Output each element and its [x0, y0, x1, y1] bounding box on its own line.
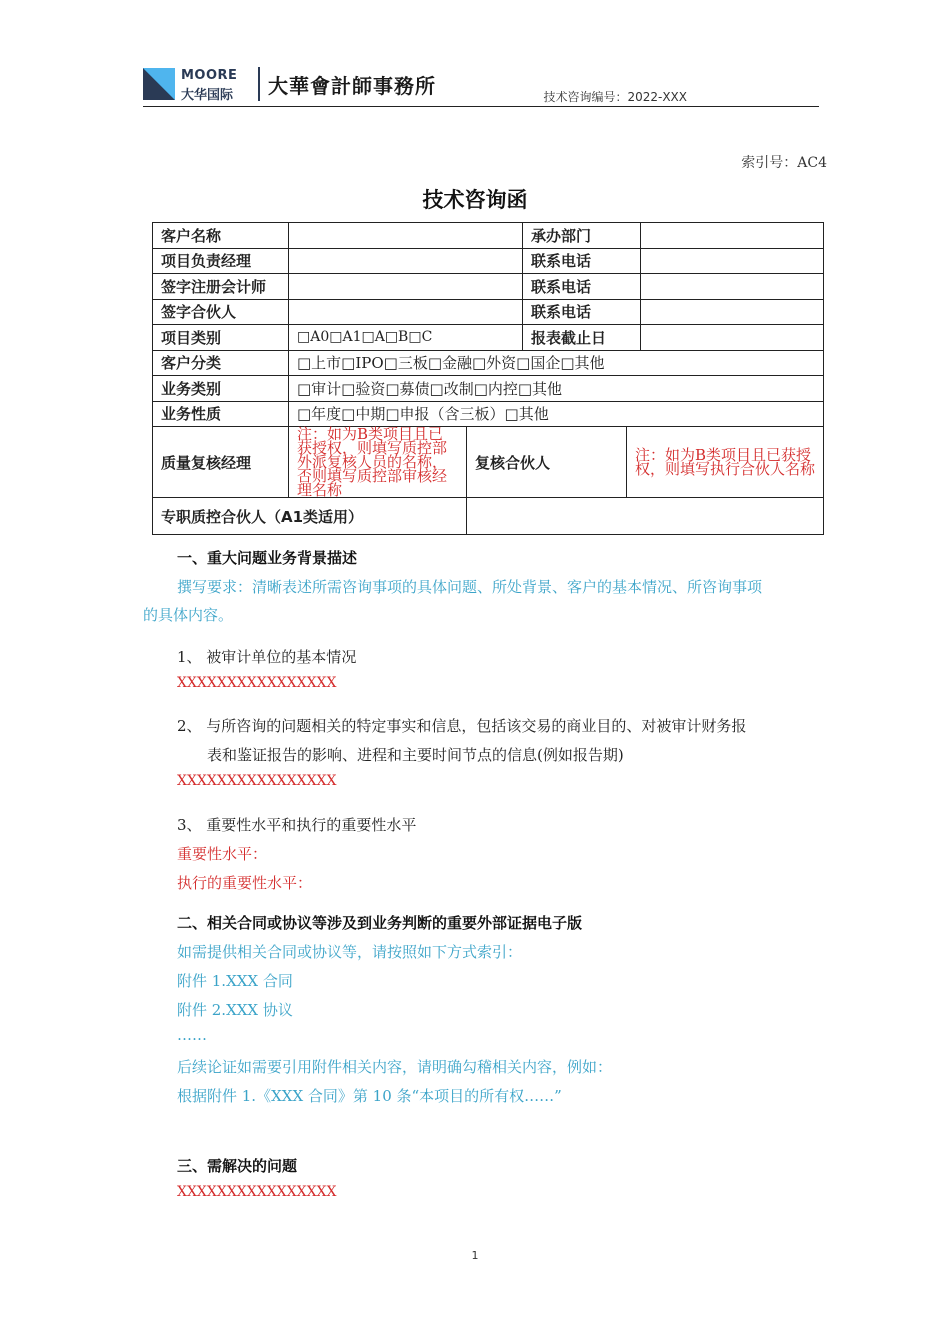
index-number: 索引号：AC4 [741, 155, 827, 171]
page-title: 技术咨询函 [422, 188, 528, 212]
phone-label-2: 联系电话 [523, 274, 641, 300]
review-partner-label: 复核合伙人 [467, 427, 627, 498]
section1-item1-value: XXXXXXXXXXXXXXXX [177, 675, 337, 691]
qc-manager-label: 质量复核经理 [153, 427, 289, 498]
partner-field[interactable] [289, 299, 523, 325]
client-class-checkboxes[interactable]: □上市□IPO□三板□金融□外资□国企□其他 [289, 350, 824, 376]
materiality-label: 重要性水平： [177, 845, 268, 863]
section1-heading: 一、重大问题业务背景描述 [177, 549, 358, 567]
table-row [153, 401, 824, 427]
section1-req-line1: 撰写要求：清晰表述所需咨询事项的具体问题、所处背景、客户的基本情况、所咨询事项 [177, 578, 763, 596]
section2-line6: 根据附件 1.《XXX 合同》第 10 条“本项目的所有权……” [177, 1087, 562, 1105]
biz-nature-checkboxes[interactable]: □年度□中期□申报（含三板）□其他 [289, 401, 824, 427]
phone-field-2[interactable] [641, 274, 824, 300]
brand-cn: 大华国际 [181, 88, 234, 103]
dept-field[interactable] [641, 223, 824, 249]
moore-logo-icon [143, 68, 175, 100]
section2-line2: 附件 1.XXX 合同 [177, 972, 293, 990]
table-row [153, 325, 824, 351]
section1-item2-line2: 表和鉴证报告的影响、进程和主要时间节点的信息(例如报告期) [207, 746, 624, 764]
table-row [153, 350, 824, 376]
qc-partner-label: 专职质控合伙人（A1类适用） [153, 498, 467, 535]
table-row [153, 223, 824, 249]
perf-materiality-label: 执行的重要性水平： [177, 874, 313, 892]
cpa-field[interactable] [289, 274, 523, 300]
section2-line5: 后续论证如需要引用附件相关内容，请明确勾稽相关内容，例如： [177, 1058, 613, 1076]
qc-manager-note[interactable]: 注：如为B类项目且已获授权，则填写质控部外派复核人员的名称，否则填写质控部审核经理名称 [289, 427, 467, 498]
section1-item2-line1: 2、 与所咨询的问题相关的特定事实和信息，包括该交易的商业目的、对被审计财务报 [177, 717, 747, 735]
section2-line1: 如需提供相关合同或协议等，请按照如下方式索引： [177, 943, 523, 961]
section3-heading: 三、需解决的问题 [177, 1157, 298, 1175]
review-partner-note[interactable]: 注：如为B类项目且已获授权，则填写执行合伙人名称 [627, 427, 824, 498]
dept-label: 承办部门 [523, 223, 641, 249]
section3-value: XXXXXXXXXXXXXXXX [177, 1184, 337, 1200]
report-date-field[interactable] [641, 325, 824, 351]
phone-label-3: 联系电话 [523, 299, 641, 325]
page-number: 1 [471, 1249, 479, 1262]
logo-divider [258, 67, 260, 101]
table-row [153, 376, 824, 402]
partner-label: 签字合伙人 [153, 299, 289, 325]
section2-heading: 二、相关合同或协议等涉及到业务判断的重要外部证据电子版 [177, 914, 583, 932]
project-type-label: 项目类别 [153, 325, 289, 351]
project-type-checkboxes[interactable]: □A0□A1□A□B□C [289, 325, 523, 351]
firm-name: 大華會計師事務所 [268, 74, 436, 98]
pm-field[interactable] [289, 248, 523, 274]
phone-label-1: 联系电话 [523, 248, 641, 274]
section1-item1: 1、 被审计单位的基本情况 [177, 648, 357, 666]
report-date-label: 报表截止日 [523, 325, 641, 351]
biz-type-checkboxes[interactable]: □审计□验资□募债□改制□内控□其他 [289, 376, 824, 402]
cpa-label: 签字注册会计师 [153, 274, 289, 300]
table-row [153, 427, 824, 498]
phone-field-3[interactable] [641, 299, 824, 325]
section2-line3: 附件 2.XXX 协议 [177, 1001, 293, 1019]
biz-type-label: 业务类别 [153, 376, 289, 402]
consult-number: 技术咨询编号：2022-XXX [543, 90, 687, 104]
table-row [153, 498, 824, 535]
table-row [153, 299, 824, 325]
brand-en: MOORE [181, 68, 238, 83]
client-class-label: 客户分类 [153, 350, 289, 376]
section1-item3: 3、 重要性水平和执行的重要性水平 [177, 816, 417, 834]
table-row [153, 274, 824, 300]
section2-line4: …… [177, 1026, 207, 1044]
consult-info-table-main [152, 222, 824, 535]
page-header [143, 62, 819, 107]
biz-nature-label: 业务性质 [153, 401, 289, 427]
section1-req-line2: 的具体内容。 [143, 606, 234, 624]
client-name-field[interactable] [289, 223, 523, 249]
qc-partner-field[interactable] [467, 498, 824, 535]
section1-item2-value: XXXXXXXXXXXXXXXX [177, 773, 337, 789]
client-name-label: 客户名称 [153, 223, 289, 249]
pm-label: 项目负责经理 [153, 248, 289, 274]
phone-field-1[interactable] [641, 248, 824, 274]
table-row [153, 248, 824, 274]
